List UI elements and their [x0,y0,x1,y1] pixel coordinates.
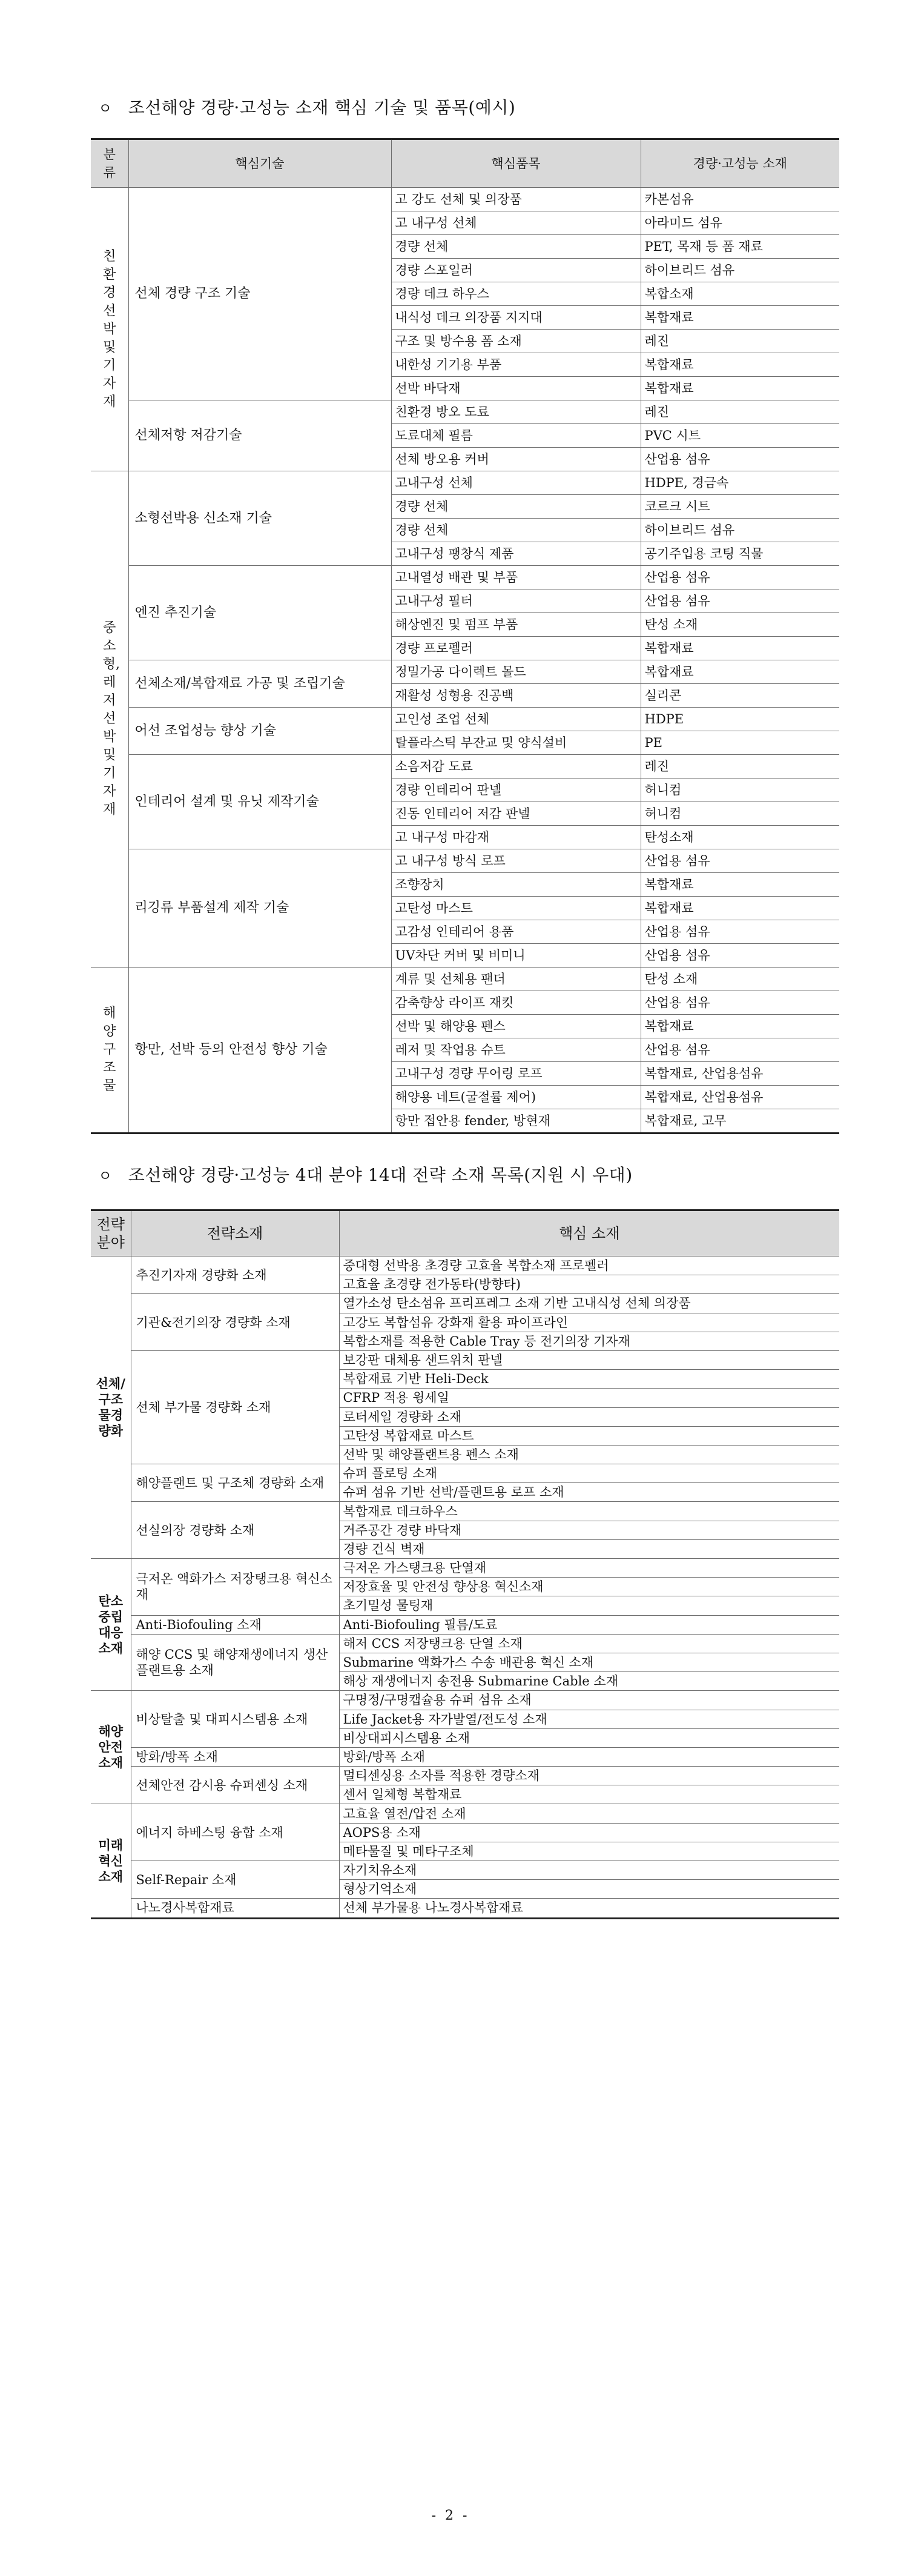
core-material-cell: 해저 CCS 저장탱크용 단열 소재 [339,1634,839,1653]
core-material-cell: Life Jacket용 자가발열/전도성 소재 [339,1710,839,1728]
core-item-cell: 구조 및 방수용 폼 소재 [391,330,641,353]
table-row [91,755,839,778]
core-item-cell: 고감성 인테리어 용품 [391,920,641,944]
header-strategic-area: 전략분야 [91,1210,131,1256]
core-item-cell: 도료대체 필름 [391,424,641,448]
core-tech-cell: 항만, 선박 등의 안전성 향상 기술 [128,968,391,1134]
core-tech-cell: 어선 조업성능 향상 기술 [128,708,391,755]
core-item-cell: 정밀가공 다이렉트 몰드 [391,660,641,684]
core-item-cell: 고탄성 마스트 [391,897,641,920]
table-row [91,1256,839,1275]
material-cell: PE [641,731,839,755]
core-tech-cell: 소형선박용 신소재 기술 [128,471,391,566]
table-row [91,1615,839,1634]
category-cell [91,968,128,1134]
table-row [91,708,839,731]
table-row [91,660,839,684]
core-tech-cell: 선체소재/복합재료 가공 및 조립기술 [128,660,391,708]
table-row [91,1691,839,1710]
core-material-cell: 선박 및 해양플랜트용 펜스 소재 [339,1445,839,1464]
core-technology-table [91,138,839,1134]
core-item-cell: 고내구성 경량 무어링 로프 [391,1062,641,1086]
strategic-material-cell: Self-Repair 소재 [131,1861,339,1899]
core-material-cell: 비상대피시스템용 소재 [339,1728,839,1747]
core-material-cell: 경량 건식 벽재 [339,1539,839,1558]
core-material-cell: 극저온 가스탱크용 단열재 [339,1559,839,1578]
core-item-cell: 고 내구성 선체 [391,211,641,235]
table-row [91,1464,839,1483]
core-material-cell: Anti-Biofouling 필름/도료 [339,1615,839,1634]
material-cell: 복합재료 [641,306,839,330]
header-core-tech: 핵심기술 [128,139,391,188]
material-cell: 산업용 섬유 [641,944,839,968]
table-header-row [91,1210,839,1256]
material-cell: 산업용 섬유 [641,991,839,1015]
strategic-material-cell: Anti-Biofouling 소재 [131,1615,339,1634]
core-item-cell: 레저 및 작업용 슈트 [391,1038,641,1062]
material-cell: 복합재료 [641,660,839,684]
core-item-cell: UV차단 커버 및 비미니 [391,944,641,968]
core-item-cell: 내식성 데크 의장품 지지대 [391,306,641,330]
core-item-cell: 계류 및 선체용 팬더 [391,968,641,991]
material-cell: 아라미드 섬유 [641,211,839,235]
material-cell: 카본섬유 [641,188,839,211]
core-material-cell: 멀티센싱용 소자를 적용한 경량소재 [339,1767,839,1785]
strategic-material-cell: 선체 부가물 경량화 소재 [131,1350,339,1464]
table-row [91,188,839,211]
strategic-area-cell: 선체/구조물경량화 [91,1256,131,1559]
core-item-cell: 고인성 조업 선체 [391,708,641,731]
material-cell: 공기주입용 코팅 직물 [641,542,839,566]
category-label: 친환경선박및기자재 [103,248,116,410]
core-item-cell: 고내열성 배관 및 부품 [391,566,641,589]
category-label: 중소형,레저선박및기자재 [102,620,120,817]
core-material-cell: 저장효율 및 안전성 향상용 혁신소재 [339,1578,839,1596]
strategic-material-cell: 해양플랜트 및 구조체 경량화 소재 [131,1464,339,1502]
table-row [91,1634,839,1653]
core-tech-cell: 엔진 추진기술 [128,566,391,660]
material-cell: HDPE, 경금속 [641,471,839,495]
table-row [91,566,839,589]
document-page [91,91,839,1919]
core-item-cell: 경량 선체 [391,495,641,519]
strategic-area-cell: 미래혁신소재 [91,1804,131,1918]
core-item-cell: 경량 선체 [391,519,641,542]
table-row [91,1559,839,1578]
core-material-cell: 로터세일 경량화 소재 [339,1407,839,1426]
strategic-material-cell: 방화/방폭 소재 [131,1747,339,1766]
header-material: 경량·고성능 소재 [641,139,839,188]
table-row [91,849,839,873]
header-core-material: 핵심 소재 [339,1210,839,1256]
material-cell: 실리콘 [641,684,839,708]
header-category: 분류 [91,139,128,188]
section2-title: 조선해양 경량·고성능 4대 분야 14대 전략 소재 목록(지원 시 우대) [128,1165,633,1185]
header-core-item: 핵심품목 [391,139,641,188]
strategic-material-cell: 나노경사복합재료 [131,1899,339,1918]
core-material-cell: CFRP 적용 윙세일 [339,1389,839,1407]
table-row [91,1502,839,1521]
material-cell: HDPE [641,708,839,731]
strategic-material-cell: 추진기자재 경량화 소재 [131,1256,339,1294]
core-material-cell: 복합재료 데크하우스 [339,1502,839,1521]
core-item-cell: 고 내구성 방식 로프 [391,849,641,873]
core-material-cell: 해상 재생에너지 송전용 Submarine Cable 소재 [339,1672,839,1691]
core-material-cell: 고효율 열전/압전 소재 [339,1804,839,1823]
material-cell: 산업용 섬유 [641,448,839,471]
strategic-material-cell: 해양 CCS 및 해양재생에너지 생산플랜트용 소재 [131,1634,339,1691]
core-item-cell: 경량 선체 [391,235,641,259]
table-header-row [91,139,839,188]
core-material-cell: 자기치유소재 [339,1861,839,1880]
core-tech-cell: 인테리어 설계 및 유닛 제작기술 [128,755,391,849]
core-material-cell: AOPS용 소재 [339,1823,839,1842]
strategic-material-table [91,1209,839,1919]
material-cell: 산업용 섬유 [641,566,839,589]
material-cell: 레진 [641,400,839,424]
core-item-cell: 경량 인테리어 판넬 [391,778,641,802]
material-cell: 탄성 소재 [641,613,839,637]
material-cell: PET, 목재 등 폼 재료 [641,235,839,259]
core-material-cell: 고효율 초경량 전가동타(방향타) [339,1275,839,1294]
core-material-cell: 중대형 선박용 초경량 고효율 복합소재 프로펠러 [339,1256,839,1275]
section1-bullet: ㅇ [98,99,113,117]
strategic-area-cell: 탄소중립대응소재 [91,1559,131,1691]
core-material-cell: 센서 일체형 복합재료 [339,1785,839,1804]
material-cell: 복합재료 [641,873,839,897]
table-row [91,1767,839,1785]
category-label: 해양구조물 [103,1006,116,1094]
core-material-cell: 고탄성 복합재료 마스트 [339,1426,839,1445]
strategic-material-cell: 극저온 액화가스 저장탱크용 혁신소재 [131,1559,339,1616]
material-cell: 하이브리드 섬유 [641,519,839,542]
core-item-cell: 선박 바닥재 [391,377,641,400]
material-cell: 복합재료 [641,1015,839,1038]
table-row [91,968,839,991]
core-item-cell: 내한성 기기용 부품 [391,353,641,377]
core-material-cell: 거주공간 경량 바닥재 [339,1521,839,1539]
page-number: - 2 - [431,2508,470,2523]
table-row [91,471,839,495]
material-cell: 복합재료 [641,897,839,920]
core-material-cell: 메타물질 및 메타구조체 [339,1842,839,1861]
core-material-cell: 구명정/구명캡슐용 슈퍼 섬유 소재 [339,1691,839,1710]
core-material-cell: 방화/방폭 소재 [339,1747,839,1766]
strategic-area-cell: 해양안전소재 [91,1691,131,1804]
core-material-cell: 보강판 대체용 샌드위치 판넬 [339,1350,839,1369]
material-cell: 산업용 섬유 [641,589,839,613]
table-row [91,400,839,424]
strategic-material-cell: 선실의장 경량화 소재 [131,1502,339,1559]
core-tech-cell: 선체 경량 구조 기술 [128,188,391,400]
table-row [91,1899,839,1918]
core-item-cell: 고내구성 필터 [391,589,641,613]
section2-heading [91,1158,839,1190]
core-material-cell: 슈퍼 플로팅 소재 [339,1464,839,1483]
core-material-cell: 선체 부가물용 나노경사복합재료 [339,1899,839,1918]
core-material-cell: 열가소성 탄소섬유 프리프레그 소재 기반 고내식성 선체 의장품 [339,1294,839,1313]
section1-title: 조선해양 경량·고성능 소재 핵심 기술 및 품목(예시) [128,98,516,118]
core-item-cell: 소음저감 도료 [391,755,641,778]
material-cell: 복합재료 [641,377,839,400]
material-cell: 복합소재 [641,282,839,306]
section2-bullet: ㅇ [98,1167,113,1184]
core-material-cell: 형상기억소재 [339,1880,839,1899]
core-tech-cell: 선체저항 저감기술 [128,400,391,471]
core-item-cell: 항만 접안용 fender, 방현재 [391,1109,641,1134]
core-item-cell: 해상엔진 및 펌프 부품 [391,613,641,637]
core-item-cell: 경량 스포일러 [391,259,641,282]
category-cell [91,471,128,968]
material-cell: 하이브리드 섬유 [641,259,839,282]
material-cell: 복합재료 [641,353,839,377]
table-row [91,1294,839,1313]
core-material-cell: 복합소재를 적용한 Cable Tray 등 전기의장 기자재 [339,1332,839,1350]
core-item-cell: 조향장치 [391,873,641,897]
core-item-cell: 고내구성 팽창식 제품 [391,542,641,566]
category-cell [91,188,128,471]
core-item-cell: 고 내구성 마감재 [391,826,641,849]
material-cell: PVC 시트 [641,424,839,448]
core-tech-cell: 리깅류 부품설계 제작 기술 [128,849,391,968]
table-row [91,1861,839,1880]
strategic-material-cell: 기관&전기의장 경량화 소재 [131,1294,339,1351]
material-cell: 산업용 섬유 [641,1038,839,1062]
material-cell: 산업용 섬유 [641,920,839,944]
core-item-cell: 재활성 성형용 진공백 [391,684,641,708]
core-item-cell: 해양용 네트(굴절률 제어) [391,1086,641,1109]
core-item-cell: 선체 방오용 커버 [391,448,641,471]
core-item-cell: 감축향상 라이프 재킷 [391,991,641,1015]
core-item-cell: 경량 데크 하우스 [391,282,641,306]
core-item-cell: 고내구성 선체 [391,471,641,495]
core-item-cell: 고 강도 선체 및 의장품 [391,188,641,211]
material-cell: 레진 [641,330,839,353]
material-cell: 허니컴 [641,778,839,802]
material-cell: 복합재료, 산업용섬유 [641,1062,839,1086]
material-cell: 복합재료, 산업용섬유 [641,1086,839,1109]
core-material-cell: 복합재료 기반 Heli-Deck [339,1370,839,1389]
core-material-cell: 슈퍼 섬유 기반 선박/플랜트용 로프 소재 [339,1483,839,1502]
strategic-material-cell: 선체안전 감시용 슈퍼센싱 소재 [131,1767,339,1804]
core-item-cell: 친환경 방오 도료 [391,400,641,424]
material-cell: 산업용 섬유 [641,849,839,873]
material-cell: 허니컴 [641,802,839,826]
material-cell: 코르크 시트 [641,495,839,519]
section1-heading [91,91,839,122]
table-row [91,1804,839,1823]
core-material-cell: 초기밀성 물팅재 [339,1596,839,1615]
core-material-cell: 고강도 복합섬유 강화재 활용 파이프라인 [339,1313,839,1332]
core-material-cell: Submarine 액화가스 수송 배관용 혁신 소재 [339,1653,839,1671]
table-row [91,1747,839,1766]
core-item-cell: 탈플라스틱 부잔교 및 양식설비 [391,731,641,755]
material-cell: 레진 [641,755,839,778]
core-item-cell: 선박 및 해양용 펜스 [391,1015,641,1038]
material-cell: 복합재료, 고무 [641,1109,839,1134]
table-row [91,1350,839,1369]
material-cell: 탄성 소재 [641,968,839,991]
core-item-cell: 경량 프로펠러 [391,637,641,660]
core-item-cell: 진동 인테리어 저감 판넬 [391,802,641,826]
strategic-material-cell: 에너지 하베스팅 융합 소재 [131,1804,339,1861]
material-cell: 복합재료 [641,637,839,660]
strategic-material-cell: 비상탈출 및 대피시스템용 소재 [131,1691,339,1748]
material-cell: 탄성소재 [641,826,839,849]
header-strategic-material: 전략소재 [131,1210,339,1256]
